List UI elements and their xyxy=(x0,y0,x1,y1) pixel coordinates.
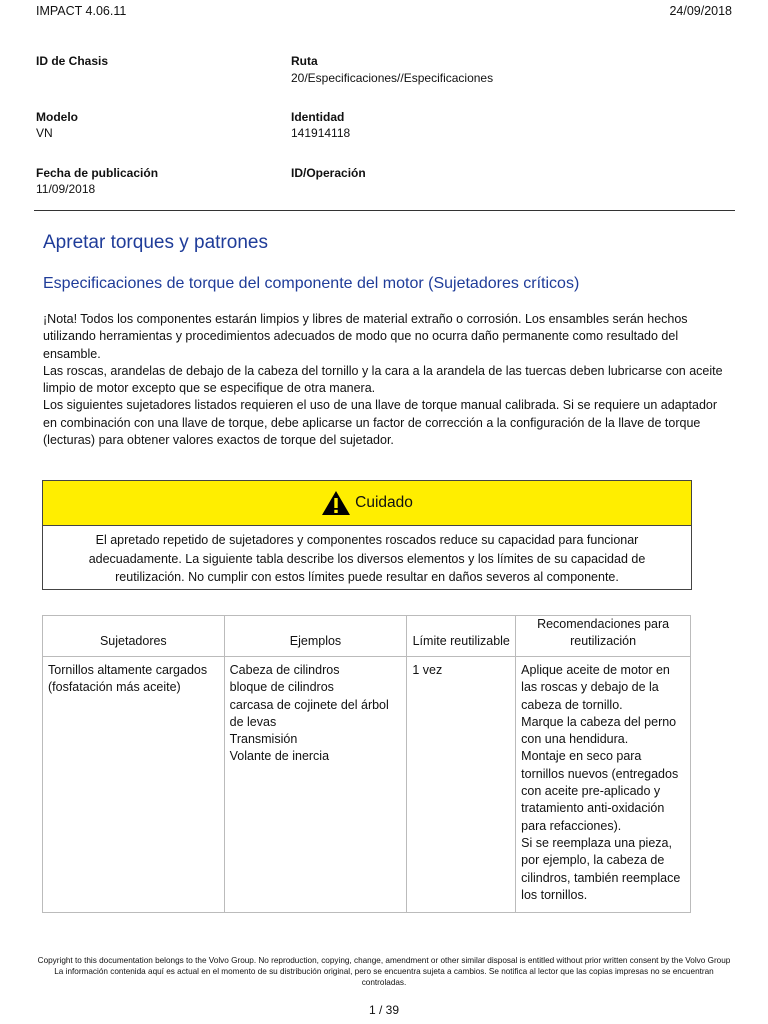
example-item: bloque de cilindros xyxy=(229,680,334,695)
header-divider xyxy=(34,210,735,211)
recommendations-cell xyxy=(516,657,691,913)
table-row xyxy=(43,657,691,913)
lubrication-paragraph: Las roscas, arandelas de debajo de la cabeza del tornillo y la cara a la arandela de las tuercas deben lubricarse con aceite limpio de motor excepto que se especifique de otra manera. xyxy=(43,363,723,396)
col-header-recommendations: Recomendaciones para reutilización xyxy=(516,616,691,657)
examples-cell xyxy=(224,657,407,913)
caution-box xyxy=(42,480,692,590)
caution-title: Cuidado xyxy=(355,494,413,511)
example-item: Transmisión xyxy=(229,732,298,747)
recommendation-item: Marque la cabeza del perno con una hendidura. xyxy=(521,714,677,747)
table-header-row xyxy=(43,616,691,657)
publication-date-value: 11/09/2018 xyxy=(36,182,96,196)
example-item: Cabeza de cilindros xyxy=(229,663,340,677)
operation-id-label: ID/Operación xyxy=(291,166,366,180)
col-header-examples: Ejemplos xyxy=(224,616,407,657)
route-value: 20/Especificaciones//Especificaciones xyxy=(291,71,494,85)
intro-text xyxy=(43,311,723,449)
app-version: IMPACT 4.06.11 xyxy=(36,4,127,18)
footer xyxy=(34,955,734,988)
reuse-limit-cell: 1 vez xyxy=(407,657,516,913)
recommendation-item: Aplique aceite de motor en las roscas y debajo de la cabeza de tornillo. xyxy=(521,663,670,712)
caution-text: El apretado repetido de sujetadores y componentes roscados reduce su capacidad para funcionar adecuadamente. La siguiente tabla describe los diversos elementos y los límites de su capacidad de reutilización. No cumplir con estos límites puede resultar en daños severos al componente. xyxy=(88,533,646,584)
torque-wrench-paragraph: Los siguientes sujetadores listados requieren el uso de una llave de torque manual calibrada. Si se requiere un adaptador en combinación con una llave de torque, debe aplicarse un factor de corrección a la configuración de la llave de torque (lecturas) para obtener valores exactos de torque del sujetador. xyxy=(43,398,718,448)
identity-value: 141914118 xyxy=(291,126,351,140)
caution-header xyxy=(43,481,691,526)
example-item: Volante de inercia xyxy=(229,749,330,764)
recommendation-item: Montaje en seco para tornillos nuevos (entregados con aceite pre-aplicado y tratamiento anti-oxidación para refacciones). xyxy=(521,749,679,833)
section-title: Especificaciones de torque del componente del motor (Sujetadores críticos) xyxy=(43,275,580,292)
note-paragraph: ¡Nota! Todos los componentes estarán limpios y libres de material extraño o corrosión. Los ensambles serán hechos utilizando herramientas y procedimientos adecuados de modo que no ocurra daño permanente como resultado del ensamble. xyxy=(43,312,688,361)
publication-date-label: Fecha de publicación xyxy=(36,166,159,180)
example-item: carcasa de cojinete del árbol de levas xyxy=(229,697,389,729)
recommendation-item: Si se reemplaza una pieza, por ejemplo, la cabeza de cilindros, también reemplace los tornillos. xyxy=(521,835,681,902)
fastener-cell: Tornillos altamente cargados (fosfatación más aceite) xyxy=(43,657,225,913)
identity-label: Identidad xyxy=(291,110,345,124)
col-header-reuse-limit: Límite reutilizable xyxy=(407,616,516,657)
copyright-notice: Copyright to this documentation belongs to the Volvo Group. No reproduction, copying, change, amendment or other similar disposal is entitled without prior written consent by the Volvo Group xyxy=(37,956,731,965)
page-number: 1 / 39 xyxy=(368,1003,400,1017)
model-label: Modelo xyxy=(36,110,78,124)
disclaimer-notice: La información contenida aquí es actual en el momento de su distribución original, pero se encuentra sujeta a cambios. Se notifica al lector que las copias impresas no se encuentran controladas. xyxy=(54,967,714,987)
page-title: Apretar torques y patrones xyxy=(43,232,268,253)
warning-icon xyxy=(321,490,351,516)
fastener-table xyxy=(42,615,691,913)
chassis-id-label: ID de Chasis xyxy=(36,54,109,68)
model-value: VN xyxy=(36,126,53,140)
route-label: Ruta xyxy=(291,54,318,68)
col-header-fasteners: Sujetadores xyxy=(43,616,225,657)
header-date: 24/09/2018 xyxy=(669,4,732,18)
